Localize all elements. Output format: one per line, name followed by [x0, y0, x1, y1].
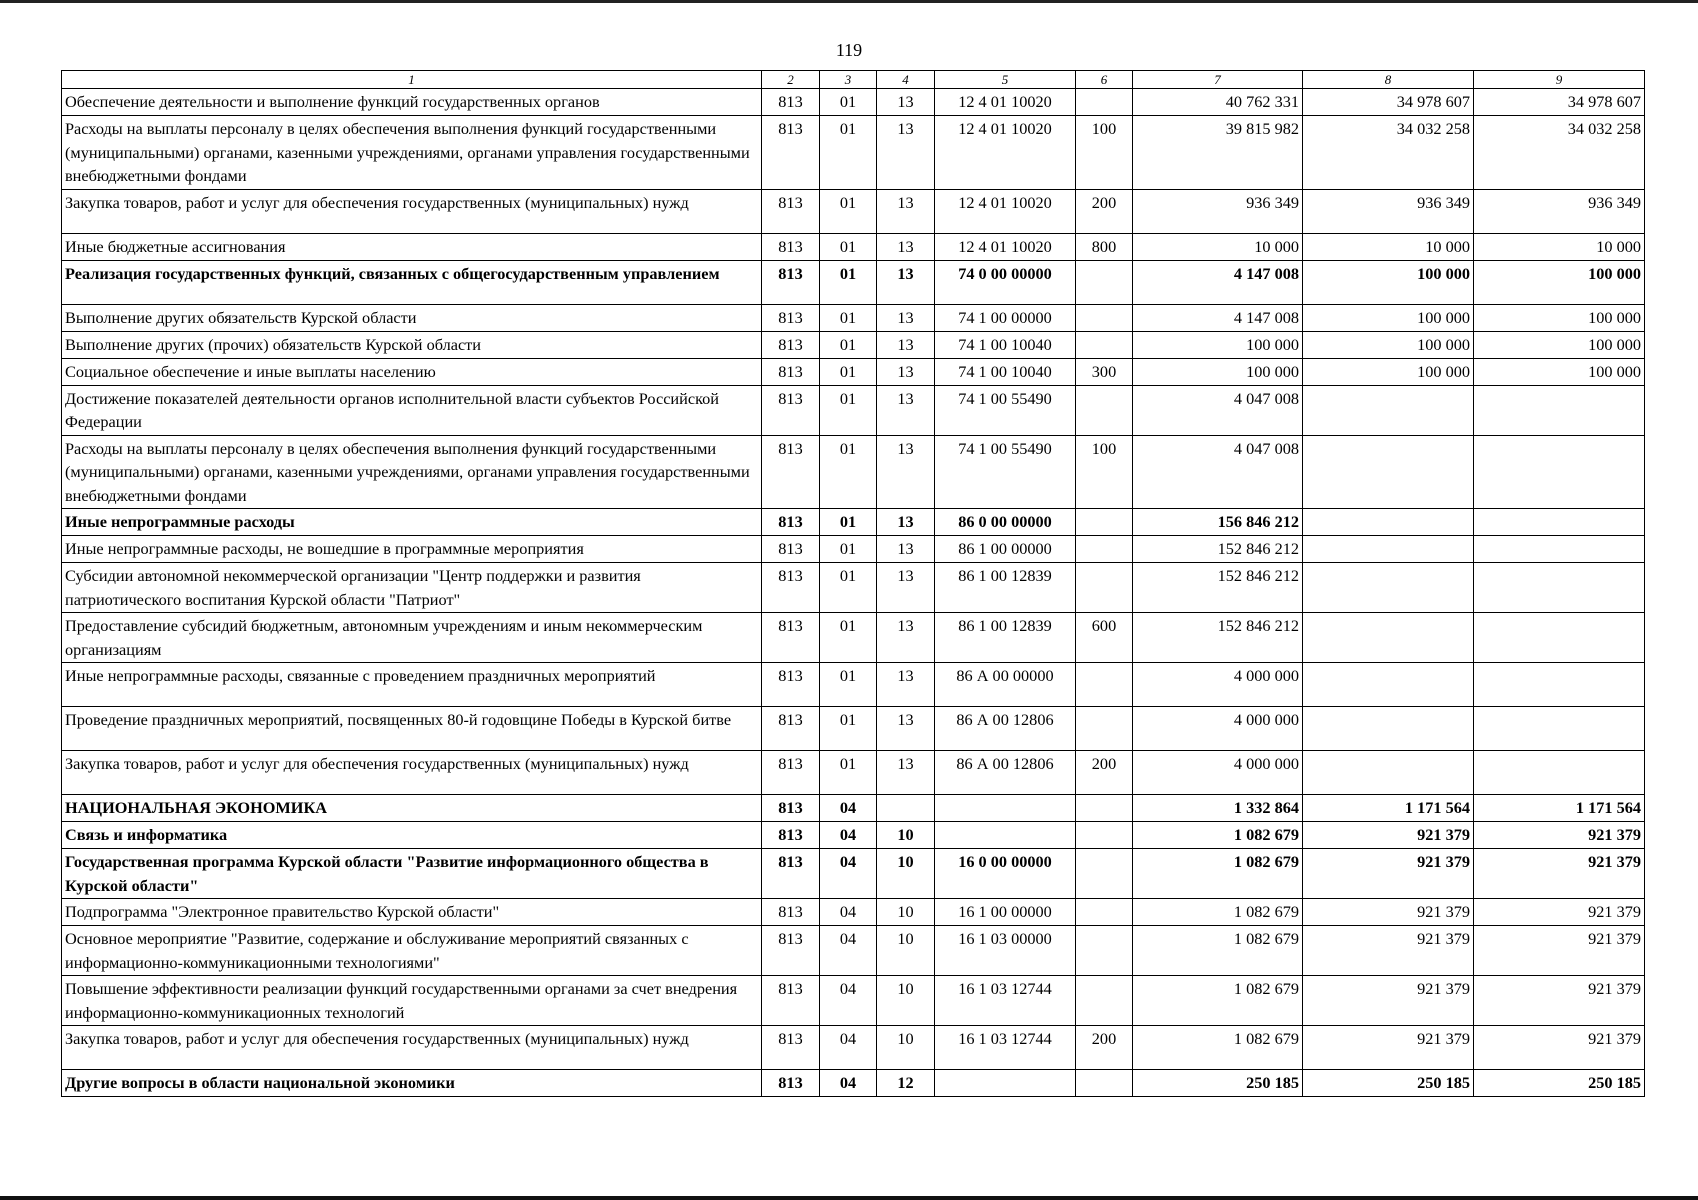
row-code-2-cell: 813 [762, 509, 820, 536]
row-amount-7-cell: 152 846 212 [1133, 563, 1303, 613]
row-code-6-cell [1076, 926, 1133, 976]
table-row [62, 116, 1645, 190]
row-name-cell: Социальное обеспечение и иные выплаты населению [62, 358, 762, 385]
row-code-4-cell: 10 [877, 976, 935, 1026]
table-row [62, 822, 1645, 849]
row-amount-7-cell: 100 000 [1133, 358, 1303, 385]
row-code-6-cell: 200 [1076, 751, 1133, 795]
table-row [62, 707, 1645, 751]
row-name-cell: Реализация государственных функций, связанных с общегосударственным управлением [62, 260, 762, 304]
row-code-3-cell: 01 [820, 89, 877, 116]
row-code-2-cell: 813 [762, 663, 820, 707]
row-name-cell: Закупка товаров, работ и услуг для обеспечения государственных (муниципальных) нужд [62, 751, 762, 795]
row-amount-9-cell: 921 379 [1474, 849, 1645, 899]
row-code-4-cell: 13 [877, 563, 935, 613]
row-code-5-cell: 74 1 00 55490 [935, 435, 1076, 509]
row-amount-8-cell [1303, 563, 1474, 613]
row-code-2-cell: 813 [762, 331, 820, 358]
row-code-3-cell: 01 [820, 563, 877, 613]
row-code-3-cell: 01 [820, 189, 877, 233]
budget-table [61, 70, 1645, 1097]
row-code-5-cell [935, 1070, 1076, 1097]
row-amount-7-cell: 1 082 679 [1133, 976, 1303, 1026]
row-code-5-cell: 86 А 00 12806 [935, 707, 1076, 751]
row-amount-7-cell: 152 846 212 [1133, 536, 1303, 563]
row-amount-9-cell: 1 171 564 [1474, 795, 1645, 822]
row-amount-9-cell [1474, 613, 1645, 663]
row-amount-8-cell: 100 000 [1303, 304, 1474, 331]
row-code-2-cell: 813 [762, 385, 820, 435]
row-code-5-cell: 74 0 00 00000 [935, 260, 1076, 304]
table-row [62, 89, 1645, 116]
row-code-6-cell: 600 [1076, 613, 1133, 663]
row-code-3-cell: 01 [820, 663, 877, 707]
row-amount-7-cell: 100 000 [1133, 331, 1303, 358]
row-code-3-cell: 01 [820, 260, 877, 304]
row-code-2-cell: 813 [762, 260, 820, 304]
row-code-3-cell: 01 [820, 304, 877, 331]
row-name-cell: Расходы на выплаты персоналу в целях обеспечения выполнения функций государственными (муниципальными) органами, казенными учреждениями, органами управления государственными внебюджетными фондами [62, 116, 762, 190]
row-code-5-cell: 12 4 01 10020 [935, 233, 1076, 260]
row-amount-9-cell: 921 379 [1474, 926, 1645, 976]
row-code-4-cell: 10 [877, 899, 935, 926]
row-code-5-cell: 74 1 00 55490 [935, 385, 1076, 435]
row-code-2-cell: 813 [762, 1070, 820, 1097]
row-code-6-cell: 200 [1076, 1026, 1133, 1070]
row-name-cell: Иные непрограммные расходы [62, 509, 762, 536]
table-row [62, 751, 1645, 795]
row-name-cell: Основное мероприятие "Развитие, содержание и обслуживание мероприятий связанных с информационно-коммуникационными технологиями" [62, 926, 762, 976]
row-name-cell: Закупка товаров, работ и услуг для обеспечения государственных (муниципальных) нужд [62, 1026, 762, 1070]
table-row [62, 435, 1645, 509]
row-code-2-cell: 813 [762, 751, 820, 795]
row-code-5-cell: 86 А 00 00000 [935, 663, 1076, 707]
row-code-5-cell: 86 А 00 12806 [935, 751, 1076, 795]
row-amount-9-cell [1474, 435, 1645, 509]
row-code-4-cell: 13 [877, 707, 935, 751]
row-code-5-cell: 16 0 00 00000 [935, 849, 1076, 899]
row-code-5-cell: 12 4 01 10020 [935, 89, 1076, 116]
row-code-5-cell: 86 1 00 12839 [935, 563, 1076, 613]
row-code-6-cell: 800 [1076, 233, 1133, 260]
row-amount-7-cell: 156 846 212 [1133, 509, 1303, 536]
row-code-2-cell: 813 [762, 822, 820, 849]
row-code-5-cell: 16 1 00 00000 [935, 899, 1076, 926]
row-name-cell: Обеспечение деятельности и выполнение функций государственных органов [62, 89, 762, 116]
row-name-cell: Выполнение других (прочих) обязательств Курской области [62, 331, 762, 358]
col-header-1: 1 [62, 71, 762, 89]
row-amount-7-cell: 936 349 [1133, 189, 1303, 233]
col-header-9: 9 [1474, 71, 1645, 89]
row-code-2-cell: 813 [762, 233, 820, 260]
col-header-6: 6 [1076, 71, 1133, 89]
table-row [62, 795, 1645, 822]
col-header-8: 8 [1303, 71, 1474, 89]
row-code-6-cell [1076, 89, 1133, 116]
row-amount-9-cell [1474, 707, 1645, 751]
row-code-2-cell: 813 [762, 1026, 820, 1070]
row-name-cell: Субсидии автономной некоммерческой организации "Центр поддержки и развития патриотического воспитания Курской области "Патриот" [62, 563, 762, 613]
row-code-4-cell: 13 [877, 358, 935, 385]
row-amount-7-cell: 39 815 982 [1133, 116, 1303, 190]
col-header-2: 2 [762, 71, 820, 89]
row-code-5-cell [935, 822, 1076, 849]
table-row [62, 563, 1645, 613]
row-amount-7-cell: 4 147 008 [1133, 304, 1303, 331]
row-amount-9-cell: 250 185 [1474, 1070, 1645, 1097]
row-code-2-cell: 813 [762, 116, 820, 190]
row-code-4-cell: 13 [877, 385, 935, 435]
header-row [62, 71, 1645, 89]
table-row [62, 233, 1645, 260]
row-code-3-cell: 04 [820, 899, 877, 926]
row-code-2-cell: 813 [762, 613, 820, 663]
col-header-3: 3 [820, 71, 877, 89]
row-code-3-cell: 01 [820, 358, 877, 385]
row-code-3-cell: 04 [820, 849, 877, 899]
row-code-6-cell [1076, 260, 1133, 304]
row-code-3-cell: 04 [820, 1070, 877, 1097]
row-code-3-cell: 01 [820, 509, 877, 536]
row-code-2-cell: 813 [762, 563, 820, 613]
row-name-cell: Расходы на выплаты персоналу в целях обеспечения выполнения функций государственными (муниципальными) органами, казенными учреждениями, органами управления государственными внебюджетными фондами [62, 435, 762, 509]
row-code-5-cell: 16 1 03 00000 [935, 926, 1076, 976]
row-code-4-cell: 10 [877, 926, 935, 976]
row-code-6-cell: 100 [1076, 435, 1133, 509]
row-code-4-cell: 13 [877, 116, 935, 190]
row-amount-9-cell [1474, 663, 1645, 707]
row-code-5-cell: 12 4 01 10020 [935, 189, 1076, 233]
row-name-cell: Закупка товаров, работ и услуг для обеспечения государственных (муниципальных) нужд [62, 189, 762, 233]
row-code-6-cell [1076, 849, 1133, 899]
row-name-cell: Выполнение других обязательств Курской области [62, 304, 762, 331]
scan-bottom-edge [0, 1196, 1698, 1200]
row-code-4-cell: 13 [877, 89, 935, 116]
row-code-3-cell: 01 [820, 613, 877, 663]
row-amount-8-cell: 921 379 [1303, 976, 1474, 1026]
row-amount-7-cell: 4 000 000 [1133, 751, 1303, 795]
row-name-cell: Иные непрограммные расходы, связанные с проведением праздничных мероприятий [62, 663, 762, 707]
row-name-cell: Другие вопросы в области национальной экономики [62, 1070, 762, 1097]
row-amount-9-cell [1474, 751, 1645, 795]
row-amount-9-cell: 100 000 [1474, 304, 1645, 331]
table-row [62, 358, 1645, 385]
row-code-2-cell: 813 [762, 849, 820, 899]
row-amount-8-cell [1303, 751, 1474, 795]
row-code-5-cell: 16 1 03 12744 [935, 1026, 1076, 1070]
row-name-cell: Повышение эффективности реализации функций государственными органами за счет внедрения информационно-коммуникационных технологий [62, 976, 762, 1026]
row-amount-7-cell: 1 082 679 [1133, 849, 1303, 899]
row-code-5-cell: 74 1 00 10040 [935, 358, 1076, 385]
row-code-3-cell: 01 [820, 116, 877, 190]
row-name-cell: Предоставление субсидий бюджетным, автономным учреждениям и иным некоммерческим организациям [62, 613, 762, 663]
row-amount-7-cell: 1 082 679 [1133, 926, 1303, 976]
row-amount-8-cell: 1 171 564 [1303, 795, 1474, 822]
row-code-6-cell [1076, 707, 1133, 751]
table-row [62, 260, 1645, 304]
page-number: 119 [835, 40, 863, 60]
row-code-4-cell [877, 795, 935, 822]
row-code-6-cell [1076, 509, 1133, 536]
row-name-cell: Достижение показателей деятельности органов исполнительной власти субъектов Российской Федерации [62, 385, 762, 435]
row-amount-9-cell [1474, 509, 1645, 536]
table-row [62, 385, 1645, 435]
row-amount-9-cell [1474, 536, 1645, 563]
row-amount-8-cell: 34 978 607 [1303, 89, 1474, 116]
row-amount-9-cell [1474, 385, 1645, 435]
row-code-2-cell: 813 [762, 89, 820, 116]
table-row [62, 663, 1645, 707]
row-name-cell: Подпрограмма "Электронное правительство Курской области" [62, 899, 762, 926]
row-code-2-cell: 813 [762, 926, 820, 976]
scan-top-edge [0, 0, 1698, 3]
row-code-6-cell [1076, 663, 1133, 707]
row-name-cell: Проведение праздничных мероприятий, посвященных 80-й годовщине Победы в Курской битве [62, 707, 762, 751]
row-amount-9-cell: 921 379 [1474, 899, 1645, 926]
row-amount-8-cell [1303, 435, 1474, 509]
row-code-4-cell: 13 [877, 304, 935, 331]
row-amount-8-cell [1303, 536, 1474, 563]
row-code-2-cell: 813 [762, 707, 820, 751]
row-amount-9-cell: 936 349 [1474, 189, 1645, 233]
row-code-4-cell: 13 [877, 613, 935, 663]
row-code-4-cell: 13 [877, 663, 935, 707]
row-amount-7-cell: 4 000 000 [1133, 707, 1303, 751]
row-code-6-cell [1076, 795, 1133, 822]
table-row [62, 536, 1645, 563]
row-amount-8-cell: 100 000 [1303, 331, 1474, 358]
row-amount-7-cell: 40 762 331 [1133, 89, 1303, 116]
row-code-5-cell: 86 0 00 00000 [935, 509, 1076, 536]
row-code-4-cell: 13 [877, 331, 935, 358]
row-code-6-cell [1076, 304, 1133, 331]
row-code-6-cell [1076, 899, 1133, 926]
table-row [62, 613, 1645, 663]
table-row [62, 976, 1645, 1026]
row-code-2-cell: 813 [762, 899, 820, 926]
row-code-5-cell: 86 1 00 12839 [935, 613, 1076, 663]
table-row [62, 926, 1645, 976]
row-amount-8-cell: 921 379 [1303, 849, 1474, 899]
row-code-4-cell: 12 [877, 1070, 935, 1097]
row-code-3-cell: 01 [820, 435, 877, 509]
row-code-4-cell: 13 [877, 435, 935, 509]
row-amount-7-cell: 1 082 679 [1133, 1026, 1303, 1070]
row-amount-7-cell: 4 047 008 [1133, 385, 1303, 435]
row-amount-8-cell: 100 000 [1303, 358, 1474, 385]
row-code-6-cell [1076, 536, 1133, 563]
row-amount-7-cell: 10 000 [1133, 233, 1303, 260]
col-header-4: 4 [877, 71, 935, 89]
row-code-6-cell [1076, 976, 1133, 1026]
row-code-6-cell: 100 [1076, 116, 1133, 190]
row-amount-7-cell: 1 082 679 [1133, 899, 1303, 926]
table-row [62, 1026, 1645, 1070]
row-code-4-cell: 13 [877, 509, 935, 536]
row-amount-8-cell [1303, 509, 1474, 536]
row-amount-7-cell: 1 332 864 [1133, 795, 1303, 822]
row-code-4-cell: 13 [877, 751, 935, 795]
row-code-5-cell: 86 1 00 00000 [935, 536, 1076, 563]
row-code-4-cell: 10 [877, 849, 935, 899]
row-amount-8-cell [1303, 613, 1474, 663]
row-amount-8-cell: 250 185 [1303, 1070, 1474, 1097]
row-amount-8-cell: 10 000 [1303, 233, 1474, 260]
row-amount-8-cell [1303, 707, 1474, 751]
table-row [62, 509, 1645, 536]
row-amount-9-cell [1474, 563, 1645, 613]
row-code-3-cell: 01 [820, 385, 877, 435]
table-row [62, 189, 1645, 233]
row-amount-8-cell: 921 379 [1303, 899, 1474, 926]
row-code-4-cell: 13 [877, 189, 935, 233]
row-code-3-cell: 04 [820, 976, 877, 1026]
row-code-4-cell: 13 [877, 260, 935, 304]
row-amount-7-cell: 250 185 [1133, 1070, 1303, 1097]
row-amount-8-cell: 34 032 258 [1303, 116, 1474, 190]
table-row [62, 304, 1645, 331]
row-code-4-cell: 13 [877, 536, 935, 563]
row-code-3-cell: 01 [820, 331, 877, 358]
row-code-5-cell [935, 795, 1076, 822]
table-row [62, 849, 1645, 899]
row-code-6-cell [1076, 331, 1133, 358]
row-code-2-cell: 813 [762, 976, 820, 1026]
row-code-3-cell: 04 [820, 795, 877, 822]
row-code-6-cell: 300 [1076, 358, 1133, 385]
row-name-cell: Связь и информатика [62, 822, 762, 849]
col-header-7: 7 [1133, 71, 1303, 89]
row-amount-9-cell: 100 000 [1474, 358, 1645, 385]
row-code-6-cell [1076, 822, 1133, 849]
row-amount-8-cell: 100 000 [1303, 260, 1474, 304]
row-name-cell: НАЦИОНАЛЬНАЯ ЭКОНОМИКА [62, 795, 762, 822]
row-code-6-cell [1076, 385, 1133, 435]
row-amount-7-cell: 4 047 008 [1133, 435, 1303, 509]
row-amount-9-cell: 34 032 258 [1474, 116, 1645, 190]
table-row [62, 1070, 1645, 1097]
row-code-4-cell: 13 [877, 233, 935, 260]
row-code-4-cell: 10 [877, 1026, 935, 1070]
row-code-2-cell: 813 [762, 435, 820, 509]
row-amount-9-cell: 921 379 [1474, 1026, 1645, 1070]
row-code-2-cell: 813 [762, 189, 820, 233]
row-code-5-cell: 16 1 03 12744 [935, 976, 1076, 1026]
row-code-4-cell: 10 [877, 822, 935, 849]
row-amount-7-cell: 1 082 679 [1133, 822, 1303, 849]
row-code-5-cell: 74 1 00 10040 [935, 331, 1076, 358]
row-amount-8-cell: 936 349 [1303, 189, 1474, 233]
row-code-3-cell: 04 [820, 822, 877, 849]
row-amount-9-cell: 34 978 607 [1474, 89, 1645, 116]
row-code-2-cell: 813 [762, 358, 820, 385]
row-code-6-cell [1076, 1070, 1133, 1097]
row-amount-9-cell: 921 379 [1474, 822, 1645, 849]
col-header-5: 5 [935, 71, 1076, 89]
row-name-cell: Государственная программа Курской области "Развитие информационного общества в Курской области" [62, 849, 762, 899]
row-amount-8-cell [1303, 663, 1474, 707]
table-body [62, 89, 1645, 1097]
row-amount-8-cell [1303, 385, 1474, 435]
row-code-2-cell: 813 [762, 795, 820, 822]
row-amount-9-cell: 10 000 [1474, 233, 1645, 260]
row-name-cell: Иные непрограммные расходы, не вошедшие в программные мероприятия [62, 536, 762, 563]
row-code-3-cell: 01 [820, 233, 877, 260]
row-amount-7-cell: 4 000 000 [1133, 663, 1303, 707]
row-code-3-cell: 04 [820, 1026, 877, 1070]
row-amount-9-cell: 100 000 [1474, 331, 1645, 358]
table-row [62, 899, 1645, 926]
row-code-5-cell: 12 4 01 10020 [935, 116, 1076, 190]
row-code-6-cell: 200 [1076, 189, 1133, 233]
row-name-cell: Иные бюджетные ассигнования [62, 233, 762, 260]
table-row [62, 331, 1645, 358]
row-amount-8-cell: 921 379 [1303, 1026, 1474, 1070]
row-code-2-cell: 813 [762, 304, 820, 331]
row-code-3-cell: 04 [820, 926, 877, 976]
row-amount-8-cell: 921 379 [1303, 926, 1474, 976]
row-code-2-cell: 813 [762, 536, 820, 563]
row-code-3-cell: 01 [820, 536, 877, 563]
row-amount-8-cell: 921 379 [1303, 822, 1474, 849]
row-amount-9-cell: 100 000 [1474, 260, 1645, 304]
row-amount-7-cell: 4 147 008 [1133, 260, 1303, 304]
row-amount-7-cell: 152 846 212 [1133, 613, 1303, 663]
row-amount-9-cell: 921 379 [1474, 976, 1645, 1026]
row-code-6-cell [1076, 563, 1133, 613]
row-code-5-cell: 74 1 00 00000 [935, 304, 1076, 331]
row-code-3-cell: 01 [820, 707, 877, 751]
row-code-3-cell: 01 [820, 751, 877, 795]
